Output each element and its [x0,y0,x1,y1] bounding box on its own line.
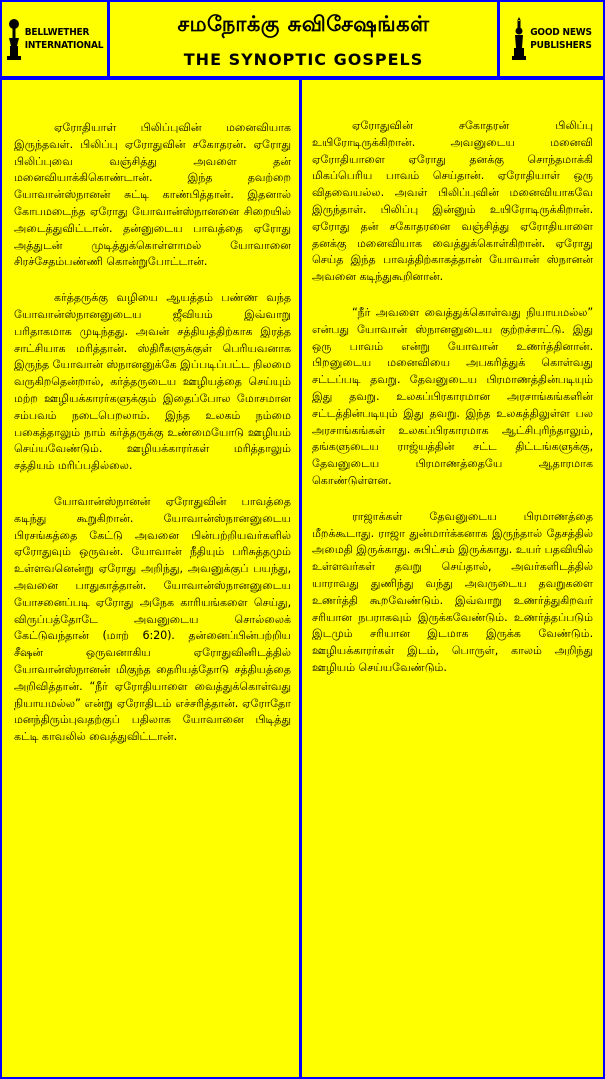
paragraph: ஏரோதுவின் சகோதரன் பிலிப்பு உயிரோடிருக்கிறான். அவனுடைய மனைவி ஏரோதியாளை ஏரோது தனக்கு சொந்தமாக்கி மிகப்பெரிய பாவம் செய்தான். ஏரோதியாள் ஒரு விதவையல்ல. அவள் பிலிப்புவின் மனைவியாகவே இருந்தாள். பிலிப்பு இன்னும் உயிரோடிருக்கிறான். ஏரோது தன் சகோதரனை வஞ்சித்து ஏரோதியாளை தனக்கு மனைவியாக வைத்துக்கொள்கிறான். ஏரோது செய்த இந்த பாவத்திற்காகத்தான் யோவான் ஸ்நானன் அவனை கடிந்துகூறினான். [312,119,593,284]
good-news-logo [500,2,603,76]
left-column [2,80,299,1077]
page-title-tamil: சமநோக்கு சுவிசேஷங்கள் [177,12,430,36]
torch-statue-icon [511,16,527,62]
paragraph: ராஜாக்கள் தேவனுடைய பிரமாணத்தை மீறக்கூடாது. ராஜா துன்மார்க்கனாக இருந்தால் தேசத்தில் அமைதி இருக்காது. சுபிட்சம் இருக்காது. உயர் பதவியில் உள்ளவர்கள் தவறு செய்தால், அவர்களிடத்தில் யாராவது துணிந்து வந்து அவருடைய தவறுகளை உணர்த்தி கூறவேண்டும். இவ்வாறு உணர்த்துகிறவர் சரியான நபராகவும் இருக்கவேண்டும். உணர்த்தப்படும் இடமும் சரியான இடமாக இருக்க வேண்டும். ஊழியக்காரர்கள் இடம், பொருள், காலம் அறிந்து ஊழியம் செய்யவேண்டும். [312,509,593,674]
paragraph: யோவான்ஸ்நானன் ஏரோதுவின் பாவத்தை கடிந்து கூறுகிறான். யோவான்ஸ்நானனுடைய பிரசங்கத்தை கேட்டு அவனை பின்பற்றியவர்களில் ஏரோதுவும் ஒருவன். யோவான் நீதியும் பரிசுத்தமும் உள்ளவனென்று ஏரோது அறிந்து, அவனுக்குப் பயந்து, அவனை பாதுகாத்தான். யோவான்ஸ்நானனுடைய யோசனைப்படி ஏரோது அநேக காரியங்களை செய்து, விருப்பத்தோடே அவனுடைய சொல்லைக் கேட்டுவந்தான் (மாற் 6:20). தன்னைப்பின்பற்றிய சீஷன் ஒருவனாகிய ஏரோதுவினிடத்தில் யோவான்ஸ்நானன் மிகுந்த தைரியத்தோடு சத்தியத்தை அறிவித்தான். “நீர் ஏரோதியாளை வைத்துக்கொள்வது நியாயமல்ல” என்று ஏரோதிடம் எச்சரித்தான். ஏரோதோ மனந்திரும்புவதற்குப் பதிலாக யோவானை பிடித்து கட்டி காவலில் வைத்துவிட்டான். [14,494,291,744]
paragraph: “நீர் அவளை வைத்துக்கொள்வது நியாயமல்ல” என்பது யோவான் ஸ்நானனுடைய குற்றச்சாட்டு. இது ஒரு பாவம் என்று யோவான் உணர்த்தினான். பிறனுடைய மனைவியை அபகரித்துக் கொள்வது சட்டப்படி தவறு. தேவனுடைய பிரமாணத்தின்படியும் இது தவறு. உலகப்பிரகாரமான அரசாங்கங்களின் சட்டத்தின்படியும் இது தவறு. இந்த உலகத்திலுள்ள பல அரசாங்கங்கள் உலகப்பிரகாரமாக ஆட்சிபுரிந்தாலும், தங்களுடைய ராஜ்யத்தின் சட்ட திட்டங்களுக்கு, தேவனுடைய பிரமாணத்தையே ஆதாரமாக கொண்டுள்ளன. [312,305,593,487]
left-logo-line2: INTERNATIONAL [24,40,104,51]
bellwether-logo [2,2,107,76]
title-banner [110,2,497,76]
right-logo-line2: PUBLISHERS [530,40,592,51]
right-column [302,80,603,1077]
right-logo-line1: GOOD NEWS [530,27,592,38]
page-title-english: THE SYNOPTIC GOSPELS [183,50,424,69]
left-logo-line1: BELLWETHER [24,27,90,38]
paragraph: ஏரோதியாள் பிலிப்புவின் மனைவியாக இருந்தவள். பிலிப்பு ஏரோதுவின் சகோதரன். ஏரோது பிலிப்புவை வஞ்சித்து அவளை தன் மனைவியாக்கிகொண்டான். இந்த தவற்றை யோவான்ஸ்நானன் சுட்டி காண்பித்தான். இதனால் கோபமடைந்த ஏரோது யோவான்ஸ்நானனை சிறையில் அடைத்துவிட்டான். தன்னுடைய பாவத்தை ஏரோது அத்துடன் முடித்துக்கொள்ளாமல் யோவானை சிரச்சேதம்பண்ணி கொன்றுபோட்டான். [14,121,291,269]
globe-statue-icon [6,16,22,62]
paragraph: கர்த்தருக்கு வழியை ஆயத்தம் பண்ண வந்த யோவான்ஸ்நானனுடைய ஜீவியம் இவ்வாறு பரிதாகமாக முடிந்தது. அவன் சத்தியத்திற்காக இரத்த சாட்சியாக மரித்தான். ஸ்திரீகளுக்குள் பெரியவனாக இருந்த யோவான் ஸ்நானனுக்கே இப்படிப்பட்ட நிலமை வருகிறதென்றால், கர்த்தருடைய ஊழியத்தை செய்யும் மற்ற ஊழியக்காரர்களுக்கும் இதைப்போல மோசமான சம்பவம் நடைபெறலாம். இந்த உலகம் நம்மை பகைத்தாலும் நாம் கர்த்தருக்கு உண்மையோடு ஊழியம் செய்யவேண்டும். ஊழியக்காரர்கள் மரித்தாலும் சத்தியம் மரிப்பதில்லை. [14,291,291,473]
